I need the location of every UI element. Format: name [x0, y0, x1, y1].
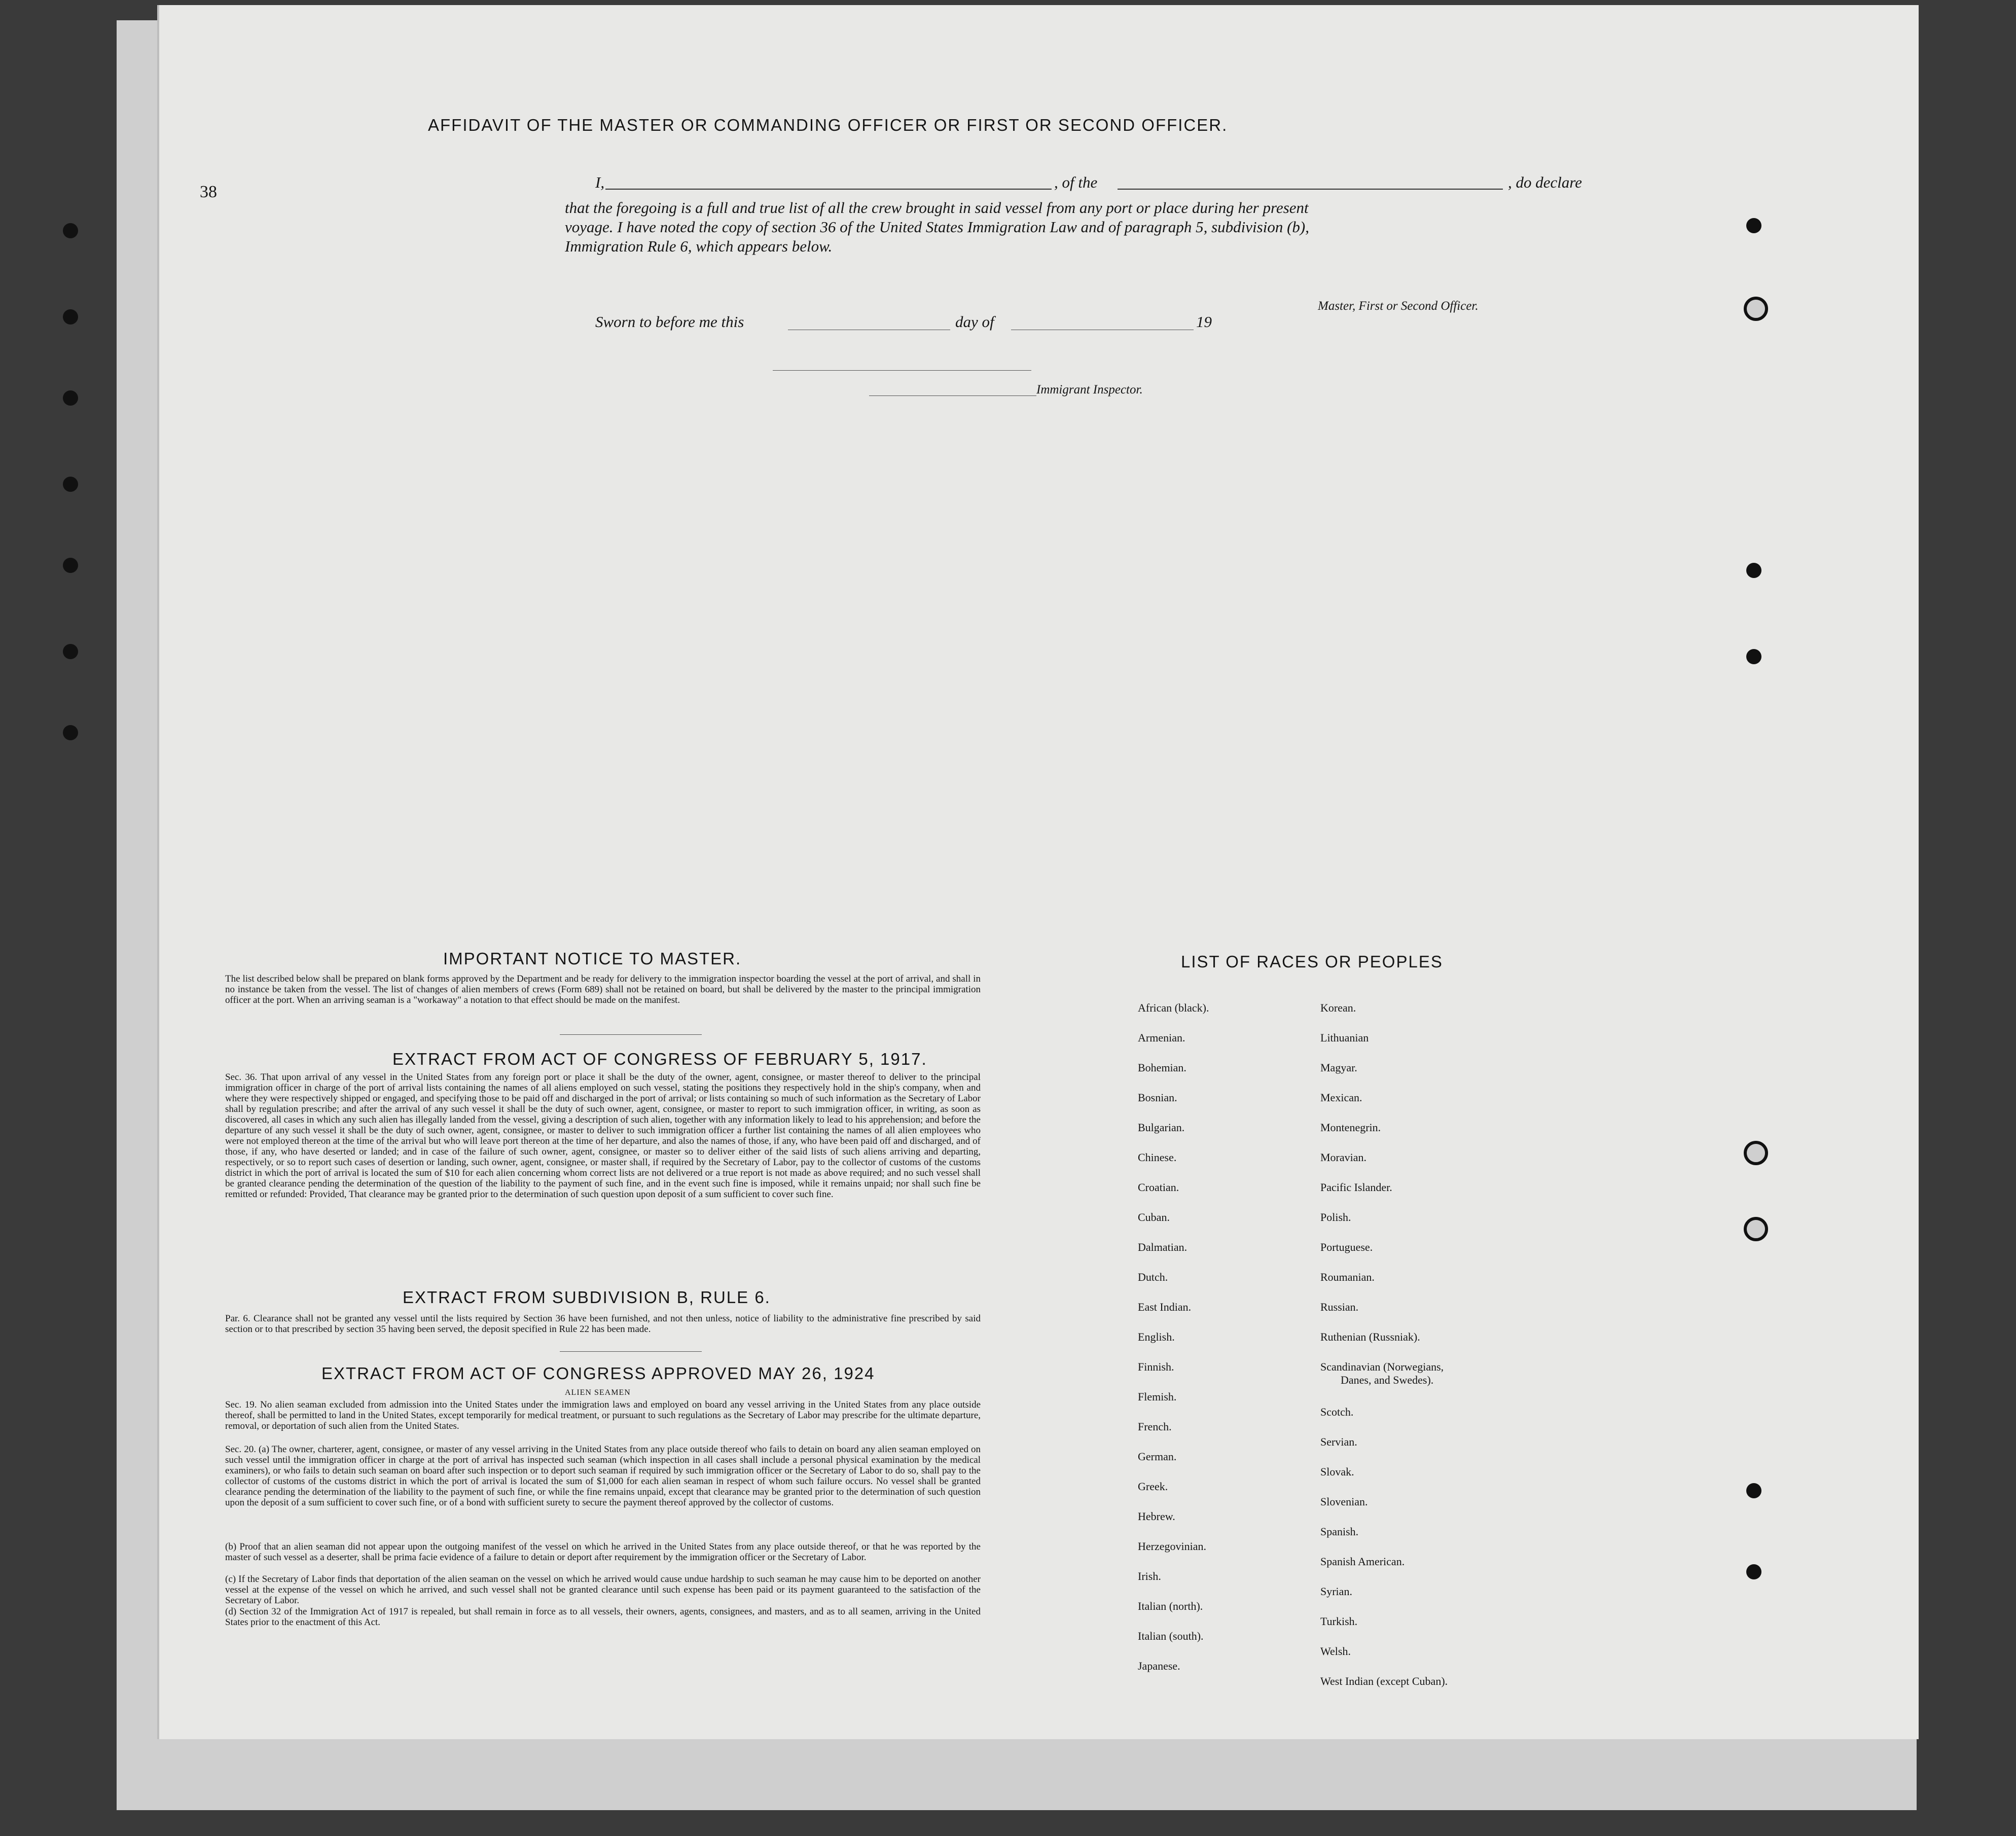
race-item: Slovak. [1320, 1465, 1354, 1478]
margin-number: 38 [200, 183, 217, 201]
extract-1924-section-20a: Sec. 20. (a) The owner, charterer, agent, consignee, or master of any vessel arriving in the United States from any place outside thereof who fails to detain on board any alien seaman employed on such vessel until the immigration officer in charge at the port of arrival has inspected such seaman (which inspection in all cases shall include a personal physical examination by the medical examiners), or who fails to detain such seaman on board after such inspection or to deport such seaman if required by such immigration officer or the Secretary of Labor to do so, shall pay to the collector of customs of the customs district in which the port of arrival is located the sum of $1,000 for each alien seaman in respect of whom such failure occurs. No vessel shall be granted clearance pending the determination of the liability to the payment of such fine, or while the fine remains unpaid, except that clearance may be granted prior to the determination of such question upon the deposit of a sum sufficient to cover such fine, or of a bond with sufficient surety to secure the payment thereof approved by the collector of customs. [225, 1444, 981, 1508]
race-item: Chinese. [1138, 1151, 1177, 1164]
race-item: Herzegovinian. [1138, 1540, 1206, 1553]
race-item: Irish. [1138, 1570, 1161, 1582]
inspector-sig-line [869, 395, 1036, 396]
race-item: Mexican. [1320, 1091, 1362, 1104]
extract-1924-subtitle: ALIEN SEAMEN [565, 1388, 631, 1397]
race-item: Portuguese. [1320, 1241, 1373, 1253]
year-prefix: 19 [1196, 313, 1212, 331]
race-item: Magyar. [1320, 1061, 1357, 1074]
race-item: East Indian. [1138, 1301, 1192, 1313]
race-item: Polish. [1320, 1211, 1351, 1223]
race-item: Spanish. [1320, 1525, 1359, 1538]
notice-title: IMPORTANT NOTICE TO MASTER. [443, 949, 742, 968]
race-item: Hebrew. [1138, 1510, 1175, 1523]
binder-hole [1746, 649, 1761, 664]
divider [560, 1034, 702, 1035]
extract-1924-section-19: Sec. 19. No alien seaman excluded from admission into the United States under the immigration laws and employed on board any vessel arriving in the United States from any place outside thereof, shall be permitted to land in the United States, except temporarily for medical treatment, or pursuant to such regulations as the Secretary of Labor may prescribe for the ultimate departure, removal, or deportation of such alien from the United States. [225, 1399, 981, 1431]
divider [560, 1351, 702, 1352]
race-item: Welsh. [1320, 1644, 1351, 1658]
races-title: LIST OF RACES OR PEOPLES [1181, 952, 1443, 971]
binder-hole [63, 390, 78, 406]
race-item: Turkish. [1320, 1614, 1358, 1628]
race-item: Scandinavian (Norwegians, [1320, 1360, 1444, 1373]
ring-hole [1744, 297, 1768, 321]
race-item: Flemish. [1138, 1390, 1177, 1403]
race-item: French. [1138, 1420, 1172, 1433]
race-item: German. [1138, 1450, 1177, 1463]
inspector-label: Immigrant Inspector. [1036, 383, 1143, 397]
sworn-label: Sworn to before me this [595, 313, 744, 331]
race-item: West Indian (except Cuban). [1320, 1674, 1448, 1687]
affidavit-line-2: that the foregoing is a full and true list of all the crew brought in said vessel from any port or place during her present [565, 199, 1309, 217]
master-signature-label: Master, First or Second Officer. [1318, 299, 1479, 313]
binder-hole [63, 223, 78, 238]
document-page [157, 5, 1919, 1739]
race-item: Croatian. [1138, 1181, 1179, 1194]
binder-hole [1746, 563, 1761, 578]
race-item: Bohemian. [1138, 1061, 1186, 1074]
race-item: Slovenian. [1320, 1495, 1368, 1508]
race-item: Italian (south). [1138, 1630, 1204, 1642]
race-item: Bosnian. [1138, 1091, 1177, 1104]
race-item: Moravian. [1320, 1151, 1367, 1164]
affidavit-line-4: Immigration Rule 6, which appears below. [565, 237, 833, 255]
race-item: Cuban. [1138, 1211, 1170, 1223]
extract-1924-section-20c: (c) If the Secretary of Labor finds that deportation of the alien seaman on the vessel on which he arrived would cause undue hardship to such seaman he may cause him to be deported on another vessel at the expense of the vessel on which he arrived, and such vessel shall not be granted clearance until such expense has been paid or its payment guaranteed to the satisfaction of the Secretary of Labor. [225, 1574, 981, 1606]
race-item: Pacific Islander. [1320, 1181, 1392, 1194]
race-item: Russian. [1320, 1301, 1359, 1313]
race-item: Montenegrin. [1320, 1121, 1381, 1134]
race-item: Lithuanian [1320, 1031, 1369, 1044]
affidavit-line-3: voyage. I have noted the copy of section 36 of the United States Immigration Law and of paragraph 5, subdivision (b), [565, 218, 1309, 236]
binder-hole [1746, 218, 1761, 233]
extract-1917-title: EXTRACT FROM ACT OF CONGRESS OF FEBRUARY 5, 1917. [392, 1050, 927, 1068]
binder-hole [63, 477, 78, 492]
affidavit-do-declare: , do declare [1508, 173, 1582, 191]
notice-text: The list described below shall be prepared on blank forms approved by the Department and be ready for delivery to the immigration inspector boarding the vessel at the port of arrival, and shall in no instance be taken from the vessel. The list of changes of alien members of crews (Form 689) shall not be retained on board, but shall be delivered by the master to the principal immigration officer at the port. When an arriving seaman is a "workaway" a notation to that effect should be made on the manifest. [225, 974, 981, 1005]
race-item: African (black). [1138, 1001, 1209, 1014]
race-item: Servian. [1320, 1435, 1357, 1448]
extract-1924-section-20b: (b) Proof that an alien seaman did not appear upon the outgoing manifest of the vessel on which he arrived in the United States from any place outside thereof, or that he was reported by the master of such vessel as a deserter, shall be prima facie evidence of a failure to detain or deport after requirement by the immigration officer or the Secretary of Labor. [225, 1541, 981, 1563]
ring-hole [1744, 1217, 1768, 1241]
extract-1924-title: EXTRACT FROM ACT OF CONGRESS APPROVED MAY 26, 1924 [321, 1364, 875, 1383]
race-item: Korean. [1320, 1001, 1356, 1014]
extract-rule6-text: Par. 6. Clearance shall not be granted any vessel until the lists required by Section 36 have been furnished, and not then unless, notice of liability to the administrative fine prescribed by said section or to that prescribed by section 35 having been served, the deposit specified in Rule 22 has been made. [225, 1313, 981, 1335]
extract-1924-section-20d: (d) Section 32 of the Immigration Act of 1917 is repealed, but shall remain in force as to all vessels, their owners, agents, consignees, and masters, and as to all seamen, arriving in the United States prior to the enactment of this Act. [225, 1606, 981, 1628]
race-item: Scotch. [1320, 1405, 1354, 1418]
race-item: Roumanian. [1320, 1271, 1375, 1283]
name-blank-line [605, 189, 1052, 190]
race-item: Syrian. [1320, 1585, 1352, 1598]
day-of-label: day of [955, 313, 994, 331]
affidavit-of-the: , of the [1054, 173, 1098, 191]
affidavit-i-label: I, [595, 173, 605, 191]
inspector-line [773, 370, 1031, 371]
binder-hole [63, 644, 78, 659]
binder-hole [1746, 1483, 1761, 1498]
race-item: Greek. [1138, 1480, 1168, 1493]
race-item: Dutch. [1138, 1271, 1168, 1283]
race-item: Japanese. [1138, 1660, 1180, 1672]
binder-hole [63, 725, 78, 740]
extract-rule6-title: EXTRACT FROM SUBDIVISION B, RULE 6. [403, 1288, 771, 1307]
race-item: Bulgarian. [1138, 1121, 1185, 1134]
race-item: Spanish American. [1320, 1555, 1405, 1568]
race-item: Ruthenian (Russniak). [1320, 1330, 1420, 1343]
extract-1917-text: Sec. 36. That upon arrival of any vessel in the United States from any foreign port or place it shall be the duty of the owner, agent, consignee, or master thereof to deliver to the principal immigration officer in charge of the port of arrival lists containing the names of all aliens employed on such vessel, stating the positions they respectively hold in the ship's company, when and where they were respectively shipped or engaged, and specifying those to be paid off and discharged in the port of arrival; or lists containing so much of such information as the Secretary of Labor shall by regulation prescribe; and after the arrival of any such vessel it shall be the duty of such owner, agent, consignee, or master to report to such immigration officer, in writing, as soon as discovered, all cases in which any such alien has illegally landed from the vessel, giving a description of such alien, together with any information likely to lead to his apprehension; and before the departure of any such vessel it shall be the duty of such owner, agent, consignee, or master to deliver to such immigration officer a further list containing the names of all alien employees who were not employed thereon at the time of the arrival but who will leave port thereon at the time of her departure, and also the names of those, if any, who have been paid off and discharged, and of those, if any, who have deserted or landed; and in case of the failure of such owner, agent, consignee, or master so to deliver either of the said lists of such aliens arriving and departing, respectively, or so to report such cases of desertion or landing, such owner, agent, consignee, or master shall, if required by the Secretary of Labor, pay to the collector of customs of the customs district in which the port of arrival is located the sum of $10 for each alien concerning whom correct lists are not delivered or a true report is not made as above required; and no such vessel shall be granted clearance pending the determination of the question of the liability to the payment of such fine, and in the event such fine is imposed, while it remains unpaid; nor shall such fine be remitted or refunded: Provided, That clearance may be granted prior to the determination of such question upon deposit of a sum sufficient to cover such fine. [225, 1072, 981, 1200]
race-item: Dalmatian. [1138, 1241, 1187, 1253]
race-item: Finnish. [1138, 1360, 1174, 1373]
race-item: Italian (north). [1138, 1600, 1203, 1612]
binder-hole [1746, 1564, 1761, 1579]
race-item: Danes, and Swedes). [1341, 1374, 1434, 1386]
race-item: Armenian. [1138, 1031, 1185, 1044]
ring-hole [1744, 1141, 1768, 1165]
affidavit-title: AFFIDAVIT OF THE MASTER OR COMMANDING OFFICER OR FIRST OR SECOND OFFICER. [428, 116, 1228, 134]
binder-hole [63, 558, 78, 573]
vessel-blank-line [1118, 189, 1503, 190]
race-item: English. [1138, 1330, 1175, 1343]
binder-hole [63, 309, 78, 325]
